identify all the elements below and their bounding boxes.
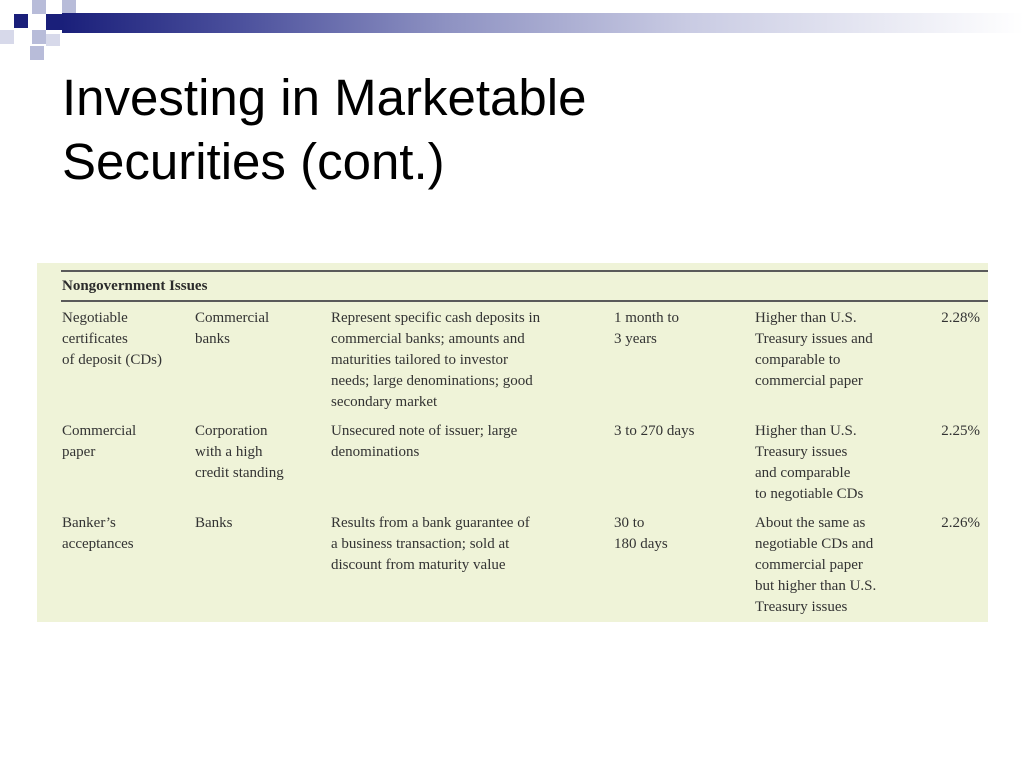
cell-maturity: 30 to 180 days <box>614 515 668 552</box>
slide-title-line-2: Securities (cont.) <box>62 133 445 190</box>
cell-description: Represent specific cash deposits in commercial banks; amounts and maturities tailored to investor needs; large denominations; good secondary market <box>331 310 541 410</box>
cell-security: Negotiable certificates of deposit (CDs) <box>62 310 162 368</box>
decorative-square <box>62 0 76 13</box>
cell-description: Results from a bank guarantee of a business transaction; sold at discount from maturity value <box>331 515 530 573</box>
decorative-square <box>46 34 60 46</box>
cell-security: Commercial paper <box>62 423 137 460</box>
decorative-square <box>0 30 14 44</box>
cell-maturity: 1 month to 3 years <box>614 310 680 347</box>
cell-security: Banker’s acceptances <box>62 515 134 552</box>
decorative-square <box>46 14 62 30</box>
cell-issuer: Banks <box>195 515 233 531</box>
section-heading: Nongovernment Issues <box>62 278 208 294</box>
slide-title-line-1: Investing in Marketable <box>62 69 587 126</box>
cell-yield: 2.26% <box>941 515 980 531</box>
cell-issuer: Commercial banks <box>195 310 270 347</box>
securities-table <box>37 263 988 622</box>
cell-yield: 2.25% <box>941 423 980 439</box>
cell-issuer: Corporation with a high credit standing <box>195 423 284 481</box>
decorative-square <box>32 0 46 14</box>
section-heading-rule <box>61 300 988 302</box>
cell-risk-return: Higher than U.S. Treasury issues and comparable to negotiable CDs <box>755 423 864 502</box>
decorative-square <box>14 14 28 28</box>
cell-maturity: 3 to 270 days <box>614 423 695 439</box>
cell-risk-return: About the same as negotiable CDs and commercial paper but higher than U.S. Treasury issues <box>755 515 877 615</box>
cell-description: Unsecured note of issuer; large denominations <box>331 423 518 460</box>
decorative-square <box>32 30 46 44</box>
table-top-rule <box>61 270 988 272</box>
cell-yield: 2.28% <box>941 310 980 326</box>
cell-risk-return: Higher than U.S. Treasury issues and comparable to commercial paper <box>755 310 873 389</box>
slide-title <box>62 66 962 194</box>
header-gradient-bar <box>62 13 1024 33</box>
decorative-square <box>30 46 44 60</box>
